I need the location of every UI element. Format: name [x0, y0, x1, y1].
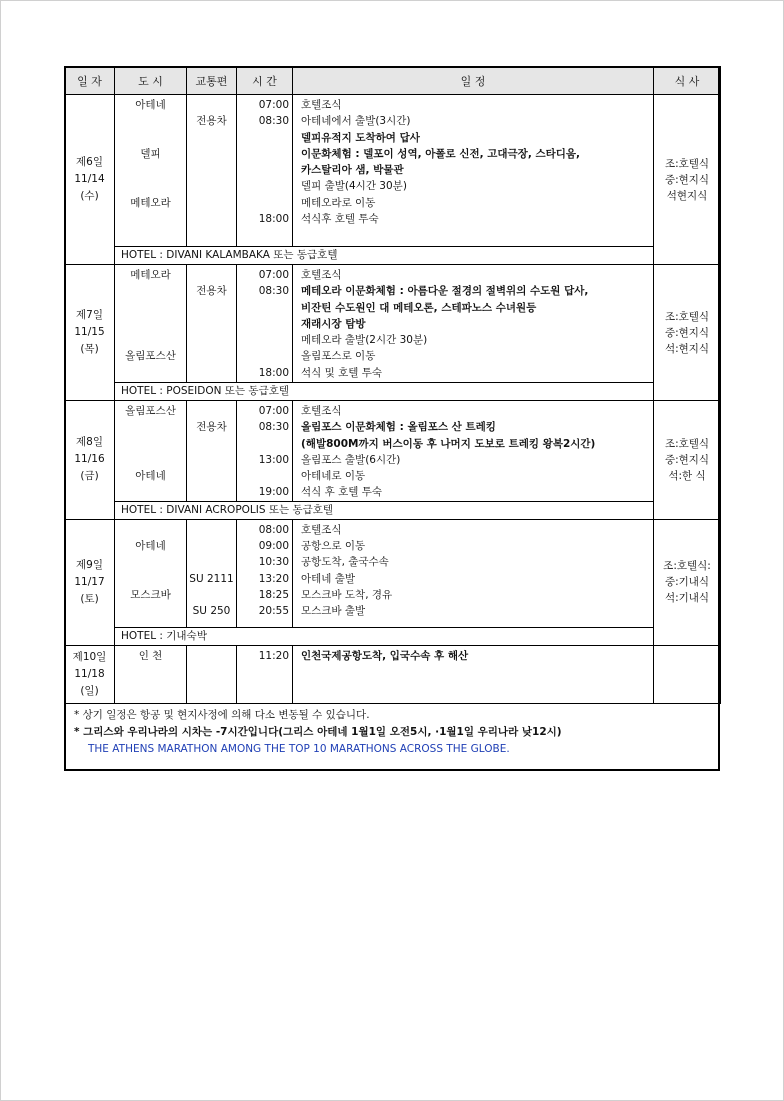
day-label: 11/18: [74, 667, 105, 680]
schedule-line: 재래시장 탐방: [301, 317, 366, 330]
header-meals: 식 사: [654, 67, 721, 95]
day-label: 제9일: [76, 558, 103, 571]
time-line: 07:00: [258, 99, 289, 111]
schedule-line: 메테오라 출발(2시간 30분): [301, 334, 428, 347]
day-label: 11/15: [74, 326, 105, 338]
transport-line: SU 2111: [189, 572, 234, 585]
schedule-line: 호텔조식: [301, 99, 342, 111]
city-line: 메테오라: [130, 196, 171, 209]
schedule-line: 호텔조식: [301, 269, 342, 281]
schedule-line: 인천국제공항도착, 입국수속 후 해산: [301, 649, 469, 662]
schedule-line: 석식 및 호텔 투숙: [301, 366, 383, 379]
schedule-line: 아테네 출발: [301, 572, 356, 585]
day-label: 제10일: [72, 650, 107, 663]
header-transport: 교통편: [187, 67, 237, 95]
hotel-info: HOTEL : DIVANI ACROPOLIS 또는 동급호텔: [115, 501, 654, 519]
schedule-line: 올림포스 이문화체험 : 올림포스 산 트레킹: [301, 421, 496, 434]
meal-label: 석:기내식: [664, 592, 710, 605]
day-label: 11/14: [74, 173, 105, 185]
header-city: 도 시: [115, 67, 187, 95]
day-label: (목): [80, 343, 99, 355]
city-line: 아테네: [135, 470, 166, 483]
time-line: 08:30: [258, 421, 289, 434]
schedule-line: 아테네에서 출발(3시간): [301, 115, 411, 128]
schedule-line: 석식후 호텔 투숙: [301, 213, 379, 226]
transport-line: 전용차: [196, 285, 227, 298]
hotel-info: HOTEL : POSEIDON 또는 동급호텔: [115, 383, 654, 401]
city-line: 아테네: [135, 99, 166, 111]
schedule-line: 호텔조식: [301, 405, 342, 417]
schedule-line: 올림포스로 이동: [301, 350, 376, 363]
schedule-line: 메테오라로 이동: [301, 196, 376, 209]
time-line: 07:00: [258, 405, 289, 417]
meal-label: 조:호텔식:: [663, 560, 711, 573]
transport-line: SU 250: [192, 605, 231, 618]
note-schedule-change: * 상기 일정은 항공 및 현지사정에 의해 다소 변동될 수 있습니다.: [74, 709, 370, 721]
time-line: 19:00: [258, 486, 289, 499]
transport-line: 전용차: [196, 115, 227, 128]
time-line: 08:30: [258, 285, 289, 298]
time-line: 07:00: [258, 269, 289, 281]
schedule-line: 카스탈리아 샘, 박물관: [301, 164, 404, 177]
meal-label: 석현지식: [666, 189, 708, 202]
schedule-line: 비잔틴 수도원인 대 메테오론, 스테파노스 수녀원등: [301, 301, 537, 314]
schedule-line: 올림포스 출발(6시간): [301, 453, 401, 466]
meal-label: 조:호텔식: [664, 157, 710, 170]
document-border: [64, 66, 720, 771]
meal-label: 조:호텔식: [664, 437, 710, 450]
schedule-line: 아테네로 이동: [301, 470, 366, 483]
day-label: 제6일: [76, 156, 103, 168]
time-line: 10:30: [258, 556, 289, 569]
city-line: 메테오라: [130, 269, 171, 281]
time-line: 08:00: [258, 523, 289, 536]
time-line: 11:20: [258, 649, 289, 662]
day-label: (수): [80, 190, 99, 202]
city-line: 모스크바: [130, 588, 171, 601]
meal-label: 조:호텔식: [664, 310, 710, 323]
note-marathon-tagline: THE ATHENS MARATHON AMONG THE TOP 10 MARATHONS ACROSS THE GLOBE.: [88, 743, 510, 755]
city-line: 델피: [140, 147, 161, 160]
city-line: 인 천: [138, 649, 163, 662]
time-line: 20:55: [258, 605, 289, 618]
day-label: 제7일: [76, 309, 103, 321]
meal-label: 중:현지식: [664, 453, 710, 466]
time-line: 13:00: [258, 453, 289, 466]
day-label: (일): [80, 684, 99, 697]
schedule-line: 호텔조식: [301, 523, 342, 536]
note-time-difference: * 그리스와 우리나라의 시차는 -7시간입니다(그리스 아테네 1월1일 오전5시, ·1월1일 우리나라 낮12시): [74, 726, 562, 738]
meal-label: 석:현지식: [664, 342, 710, 355]
hotel-info: HOTEL : DIVANI KALAMBAKA 또는 동급호텔: [115, 247, 654, 265]
day-label: 제8일: [76, 436, 103, 449]
time-line: 18:00: [258, 366, 289, 379]
city-line: 아테네: [135, 540, 166, 553]
day-label: (금): [80, 470, 99, 483]
meal-label: 중:기내식: [664, 576, 710, 589]
header-day: 일 자: [65, 67, 115, 95]
notes-section: [74, 707, 562, 758]
city-line: 올림포스산: [125, 405, 176, 417]
day-label: 11/16: [74, 453, 105, 466]
meal-label: 중:현지식: [664, 173, 710, 186]
transport-line: 전용차: [196, 421, 227, 434]
time-line: 18:25: [258, 588, 289, 601]
schedule-line: 공항으로 이동: [301, 540, 366, 553]
schedule-line: (해발800M까지 버스이동 후 나머지 도보로 트레킹 왕복2시간): [301, 437, 596, 450]
schedule-line: 모스크바 출발: [301, 605, 366, 618]
schedule-line: 델피 출발(4시간 30분): [301, 180, 407, 193]
schedule-line: 모스크바 도착, 경유: [301, 588, 393, 601]
time-line: 13:20: [258, 572, 289, 585]
schedule-line: 메테오라 이문화체험 : 아름다운 절경의 절벽위의 수도원 답사,: [301, 285, 589, 298]
day-label: 11/17: [74, 575, 105, 588]
header-time: 시 간: [237, 67, 293, 95]
city-line: 올림포스산: [125, 350, 176, 363]
day-label: (토): [80, 592, 99, 605]
header-schedule: 일 정: [293, 67, 654, 95]
meal-label: 중:현지식: [664, 326, 710, 339]
time-line: 09:00: [258, 540, 289, 553]
schedule-line: 석식 후 호텔 투숙: [301, 486, 383, 499]
schedule-line: 공항도착, 출국수속: [301, 556, 389, 569]
schedule-line: 델피유적지 도착하여 답사: [301, 131, 420, 144]
meal-label: 석:한 식: [668, 469, 706, 482]
time-line: 08:30: [258, 115, 289, 128]
hotel-info: HOTEL : 기내숙박: [115, 627, 654, 645]
time-line: 18:00: [258, 213, 289, 226]
schedule-line: 이문화체험 : 델포이 성역, 아폴로 신전, 고대극장, 스타디움,: [301, 147, 581, 160]
